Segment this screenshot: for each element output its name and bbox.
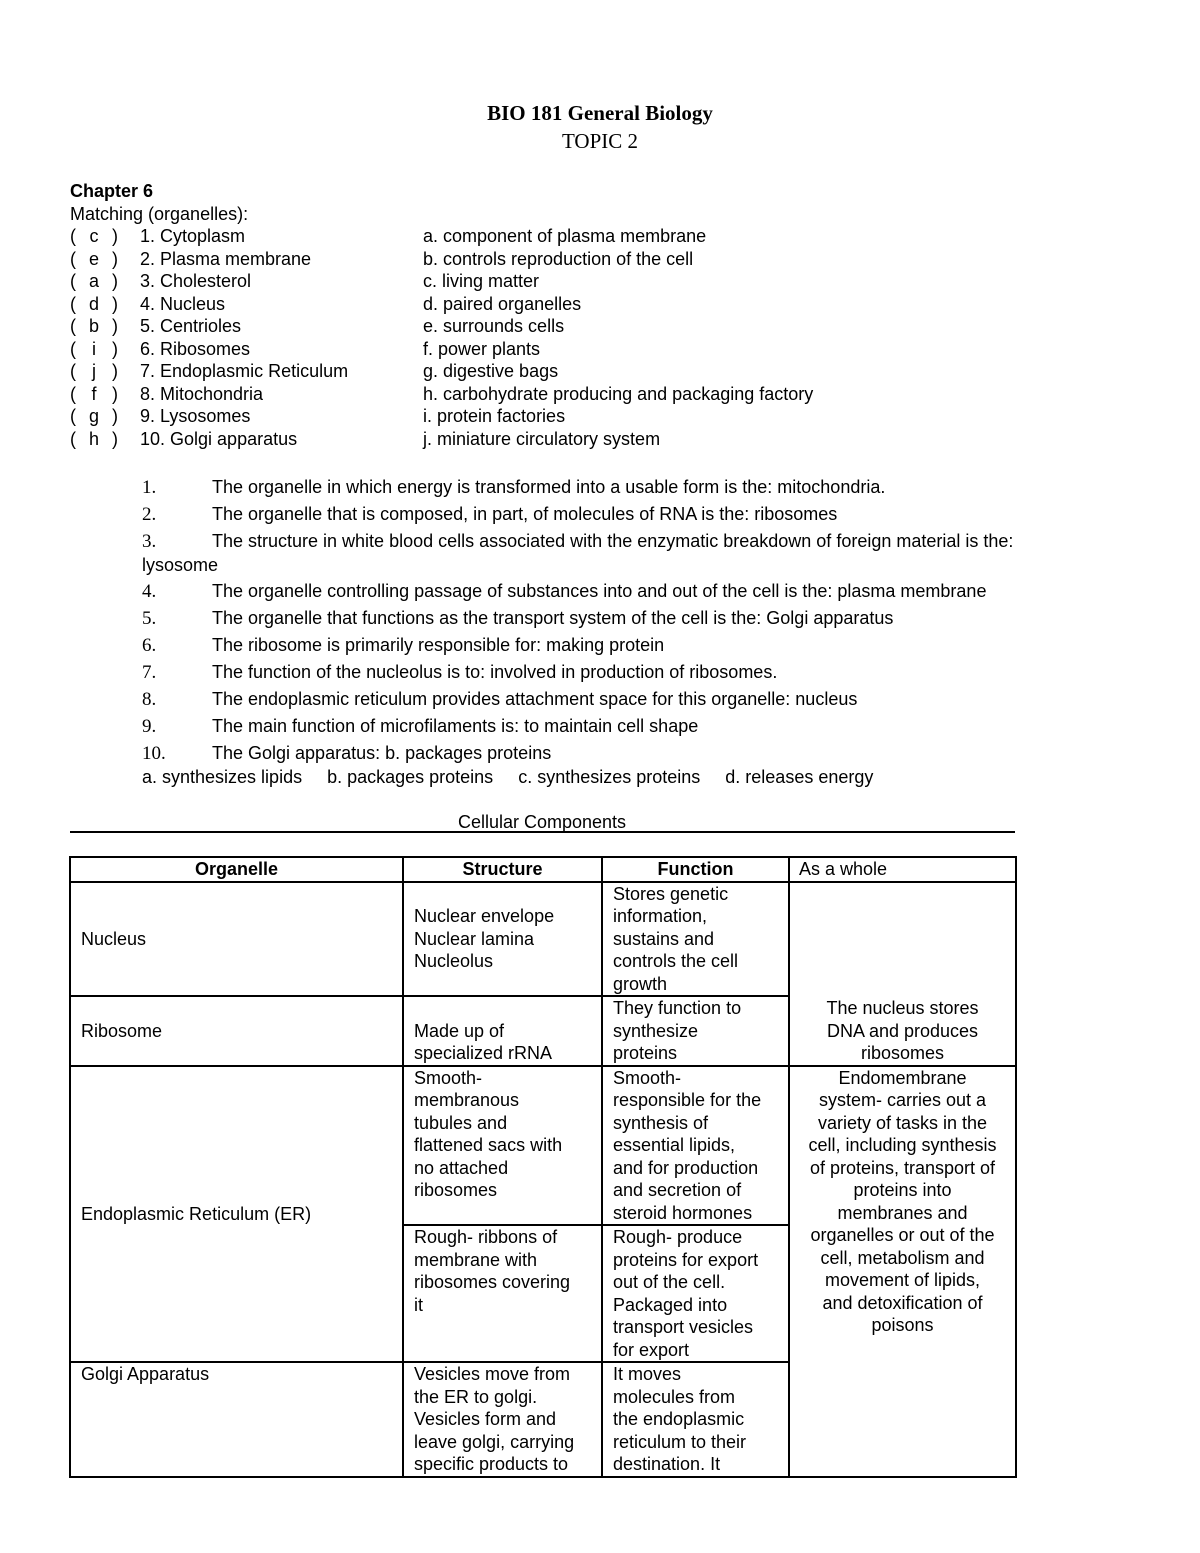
cell-function [602, 882, 789, 997]
structure-text: Vesicles move from the ER to golgi. Vesicles form and leave golgi, carrying specific products to [414, 1364, 575, 1474]
cell-function [602, 1225, 789, 1362]
question-item [142, 688, 1102, 711]
match-answer: b [88, 316, 99, 336]
question-item [142, 503, 1102, 526]
function-text: It moves molecules from the endoplasmic reticulum to their destination. It [613, 1364, 747, 1474]
organelle-name: Golgi Apparatus [81, 1364, 210, 1384]
question-text: The endoplasmic reticulum provides attachment space for this organelle: nucleus [212, 689, 858, 709]
match-option: g. digestive bags [423, 361, 559, 381]
column-header-structure: Structure [403, 857, 602, 882]
structure-text: Rough- ribbons of membrane with ribosomes covering it [414, 1227, 571, 1315]
match-answer: d [88, 293, 99, 314]
match-option: c. living matter [423, 271, 540, 291]
organelle-name: Endoplasmic Reticulum (ER) [81, 1203, 312, 1224]
cell-organelle [70, 996, 403, 1066]
question-item [142, 661, 1102, 684]
structure-text: Nuclear envelope Nuclear lamina Nucleolus [414, 906, 555, 971]
structure-text: Made up of specialized rRNA [414, 1020, 553, 1063]
match-term: 4. Nucleus [140, 293, 226, 314]
cell-structure [403, 1225, 602, 1362]
matching-heading: Matching (organelles): [70, 204, 249, 224]
match-term: 9. Lysosomes [140, 406, 251, 426]
match-answer: h [88, 428, 99, 449]
cell-structure [403, 1066, 602, 1226]
match-answer: c [89, 226, 99, 246]
cell-as-a-whole [789, 882, 1016, 1066]
match-answer: a [88, 271, 99, 291]
question-text: The organelle in which energy is transformed into a usable form is the: mitochondria. [212, 477, 886, 497]
match-term: 8. Mitochondria [140, 383, 264, 404]
question-item [142, 530, 1142, 553]
cell-organelle [70, 882, 403, 997]
match-term: 3. Cholesterol [140, 271, 252, 291]
question-text: The main function of microfilaments is: to maintain cell shape [212, 716, 699, 736]
question-text: The organelle that functions as the transport system of the cell is the: Golgi apparatus [212, 608, 894, 628]
match-answer: i [92, 338, 96, 359]
question-number: 8. [142, 689, 157, 710]
document-title: BIO 181 General Biology [487, 101, 713, 125]
match-item: ( i ) 6. Ribosomes [70, 338, 251, 359]
document-subtitle: TOPIC 2 [561, 129, 639, 153]
match-term: 1. Cytoplasm [140, 226, 246, 246]
column-header-function: Function [602, 857, 789, 882]
match-item: ( c ) 1. Cytoplasm [70, 226, 246, 246]
match-item: ( g ) 9. Lysosomes [70, 406, 251, 426]
as-a-whole-text: The nucleus stores DNA and produces ribosomes [826, 998, 979, 1063]
match-option: a. component of plasma membrane [423, 226, 707, 246]
table-row-er-smooth [70, 1066, 1016, 1226]
question-text: The ribosome is primarily responsible for: making protein [212, 635, 665, 655]
function-text: They function to synthesize proteins [613, 998, 742, 1063]
components-caption: Cellular Components [457, 812, 627, 832]
question-text: The structure in white blood cells associated with the enzymatic breakdown of foreign material is the: [212, 531, 1014, 551]
cell-structure [403, 1362, 602, 1477]
question-item [142, 634, 1102, 657]
match-item: ( f ) 8. Mitochondria [70, 383, 264, 404]
question-item [142, 607, 1102, 630]
cell-function [602, 1362, 789, 1477]
function-text: Stores genetic information, sustains and controls the cell growth [613, 883, 739, 994]
cell-as-a-whole [789, 1066, 1016, 1478]
match-item: ( j ) 7. Endoplasmic Reticulum [70, 361, 349, 381]
table-header-row [70, 857, 1016, 882]
as-a-whole-text: Endomembrane system- carries out a variety of tasks in the cell, including synthesis of proteins, transport of proteins into membranes and organelles or out of the cell, metabolism and movement of lipids, and detoxification of poisons [808, 1067, 997, 1335]
question-number: 3. [142, 531, 157, 552]
match-item: ( d ) 4. Nucleus [70, 293, 226, 314]
caption-rule [70, 831, 1015, 833]
question-item [142, 580, 1102, 603]
cell-structure [403, 882, 602, 997]
match-term: 10. Golgi apparatus [140, 428, 298, 449]
match-option: i. protein factories [423, 406, 566, 426]
question-number: 2. [142, 504, 157, 525]
match-option: f. power plants [423, 338, 541, 359]
function-text: Smooth- responsible for the synthesis of essential lipids, and for production and secretion of steroid hormones [613, 1067, 762, 1223]
question-item [142, 715, 1102, 738]
match-option: j. miniature circulatory system [423, 428, 661, 449]
match-option: b. controls reproduction of the cell [423, 248, 694, 269]
question-number: 1. [142, 477, 157, 498]
match-item: ( b ) 5. Centrioles [70, 316, 242, 336]
column-header-organelle: Organelle [70, 857, 403, 882]
match-answer: e [88, 248, 99, 269]
components-table [69, 856, 1017, 1478]
match-answer: j [92, 361, 96, 381]
chapter-heading: Chapter 6 [70, 181, 154, 201]
organelle-name: Ribosome [81, 1020, 163, 1041]
cell-function [602, 1066, 789, 1226]
question-text: The organelle controlling passage of substances into and out of the cell is the: plasma membrane [212, 581, 987, 601]
question-choices: a. synthesizes lipids b. packages proteins c. synthesizes proteins d. releases energy [142, 767, 874, 787]
question-item [142, 742, 1102, 765]
match-term: 7. Endoplasmic Reticulum [140, 361, 349, 381]
question-text: The function of the nucleolus is to: involved in production of ribosomes. [212, 662, 778, 682]
question-number: 9. [142, 716, 157, 737]
match-option: h. carbohydrate producing and packaging factory [423, 383, 814, 404]
match-term: 6. Ribosomes [140, 338, 251, 359]
cell-structure [403, 996, 602, 1066]
match-term: 2. Plasma membrane [140, 248, 312, 269]
match-answer: f [91, 383, 97, 404]
question-number: 10. [142, 743, 166, 764]
cell-function [602, 996, 789, 1066]
match-option: d. paired organelles [423, 293, 582, 314]
question-number: 7. [142, 662, 157, 683]
cell-organelle [70, 1362, 403, 1477]
match-item: ( h ) 10. Golgi apparatus [70, 428, 298, 449]
question-number: 5. [142, 608, 157, 629]
function-text: Rough- produce proteins for export out of the cell. Packaged into transport vesicles for export [613, 1227, 759, 1360]
organelle-name: Nucleus [81, 928, 147, 949]
question-number: 4. [142, 581, 157, 602]
question-continuation: lysosome [142, 555, 219, 575]
column-header-as-a-whole: As a whole [789, 857, 1016, 882]
structure-text: Smooth- membranous tubules and flattened sacs with no attached ribosomes [414, 1067, 563, 1200]
question-item [142, 476, 1102, 499]
table-row-nucleus [70, 882, 1016, 997]
match-term: 5. Centrioles [140, 316, 242, 336]
match-item: ( e ) 2. Plasma membrane [70, 248, 312, 269]
match-answer: g [88, 406, 99, 426]
match-option: e. surrounds cells [423, 316, 565, 336]
question-text: The organelle that is composed, in part, of molecules of RNA is the: ribosomes [212, 504, 838, 524]
question-text: The Golgi apparatus: b. packages proteins [212, 743, 552, 763]
match-item: ( a ) 3. Cholesterol [70, 271, 252, 291]
cell-organelle [70, 1066, 403, 1363]
question-number: 6. [142, 635, 157, 656]
